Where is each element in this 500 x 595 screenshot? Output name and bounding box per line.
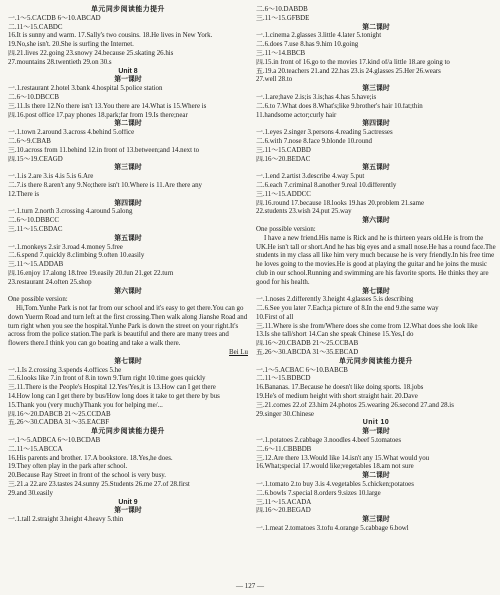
- section-heading: Unit 10: [362, 419, 390, 427]
- answer-line: 五.26～30.ABCDA 31～35.EBCAD: [256, 349, 359, 357]
- answer-line: 二.6.See you later 7.Each;a picture of 8.In the end 9.the same way: [256, 305, 439, 313]
- answer-line: 三.11～15.ADDAB: [8, 261, 64, 269]
- answer-line: 二.6～11.CBBBDB: [256, 445, 312, 453]
- section-heading: Unit 8: [118, 67, 138, 75]
- answer-line: 二.6～10.DBBCC: [8, 217, 59, 225]
- answer-line: 三.21.a 22.are 23.tastes 24.sunny 25.Students 26.me 27.of 28.first: [8, 481, 190, 489]
- answer-line: 二.6.each 7.criminal 8.another 9.real 10.differently: [256, 181, 397, 189]
- answer-line: 四.16.post office 17.pay phones 18.park;far from 19.Is there;near: [8, 111, 188, 119]
- answer-line: 一.1～5.ADBCA 6～10.BCDAB: [8, 437, 101, 445]
- section-heading: 单元同步阅读能力提升: [91, 428, 165, 436]
- answer-line: 一.1.monkeys 2.sir 3.road 4.money 5.free: [8, 243, 123, 251]
- answer-line: 14.How long can I get there by bus/How long does it take to get there by bus: [8, 393, 220, 401]
- sample-essay: I have a new friend.His name is Rick and he is thirteen years old.He is from the UK.He isn't tall or short.And he has big eyes and a small nose.He has a round face.The students in my class all like him very much because he is very friendly.In his free time he loves going to the movies.He is good at playing the guitar and he joins the music club in our school.Running and swimming are his favorite sports. He thinks they are good for his health.: [256, 234, 496, 286]
- left-column: [8, 6, 248, 525]
- answer-line: 一.1～5.CACDB 6～10.ABCAD: [8, 14, 101, 22]
- answer-line: 三.10.across from 11.behind 12.in front of 13.between;and 14.next to: [8, 146, 200, 154]
- section-heading: 第六课时: [362, 217, 390, 225]
- answer-line: 三.11～15.CBDAC: [8, 225, 63, 233]
- answer-line: 二.6.spend 7.quickly 8.climbing 9.often 10.easily: [8, 252, 145, 260]
- answer-line: 三.11.There is the People's Hospital 12.Yes/Yes,it is 13.How can I get there: [8, 384, 216, 392]
- answer-line: 五.26～30.CADBA 31～35.EACBF: [8, 419, 110, 427]
- answer-line: 二.11～15.ABCCA: [8, 445, 63, 453]
- section-heading: 第一课时: [114, 76, 142, 84]
- answer-line: 三.21.comes 22.of 23.him 24.photos 25.wearing 26.second 27.and 28.is: [256, 401, 454, 409]
- answer-line: 15.Thank you (very much)/Thank you for helping me/...: [8, 401, 163, 409]
- answer-line: 12.There is: [8, 190, 39, 198]
- section-heading: 第六课时: [114, 287, 142, 295]
- answer-line: 一.1.restaurant 2.hotel 3.bank 4.hospital 5.police station: [8, 85, 163, 93]
- answer-line: 四.15.in front of 16.go to the movies 17.kind of/a little 18.are going to: [256, 58, 450, 66]
- answer-line: 三.11～15.ADDCC: [256, 190, 311, 198]
- section-heading: 单元同步阅读能力提升: [339, 357, 413, 365]
- answer-line: 四.16.round 17.because 18.looks 19.has 20.problem 21.same: [256, 199, 425, 207]
- answer-line: 20.Because Ray Street in front of the school is very busy.: [8, 472, 167, 480]
- section-heading: 第四课时: [114, 199, 142, 207]
- answer-line: 16.Bananas. 17.Because he doesn't like doing sports. 18.jobs: [256, 384, 424, 392]
- answer-line: 二.6.does 7.use 8.has 9.him 10.going: [256, 41, 359, 49]
- answer-line: 19.They often play in the park after school.: [8, 463, 128, 471]
- section-heading: 第七课时: [362, 287, 390, 295]
- answer-line: 四.15～19.CEAGD: [8, 155, 63, 163]
- section-heading: 第五课时: [114, 234, 142, 242]
- essay-signature: Bei Lu: [229, 349, 248, 357]
- answer-line: 一.1.end 2.artist 3.describe 4.way 5.put: [256, 173, 365, 181]
- section-heading: 第五课时: [362, 164, 390, 172]
- answer-line: 三.11～14.BBCB: [256, 49, 306, 57]
- answer-line: 二.6～10.DABDB: [256, 6, 308, 13]
- sample-essay: Hi,Tom.Yunhe Park is not far from our school and it's easy to get there.You can go down Yuerm Road and turn left at the first crossing.Then walk along Jianshe Road and turn right when you see the hospital.Yunhe Park is down the street on your right.It's across from the police station.The park is beautiful and there are many trees and flowers there.I think you can go boating and take a walk there.: [8, 305, 248, 348]
- answer-line: 三.11～15.ACADA: [256, 498, 312, 506]
- answer-line: One possible version:: [8, 296, 68, 304]
- answer-line: 27.mountains 28.twentieth 29.on 30.s: [8, 58, 112, 66]
- answer-line: 三.12.Are there 13.Would like 14.isn't any 15.What would you: [256, 454, 430, 462]
- section-heading: 第三课时: [362, 516, 390, 524]
- answer-line: 五.19.a 20.teachers 21.and 22.has 23.is 24.glasses 25.Her 26.wears: [256, 67, 441, 75]
- section-heading: 第二课时: [362, 472, 390, 480]
- section-heading: 第三课时: [362, 85, 390, 93]
- answer-line: 四.16.enjoy 17.along 18.free 19.easily 20.fun 21.get 22.turn: [8, 269, 174, 277]
- answer-line: 23.restaurant 24.often 25.shop: [8, 278, 92, 286]
- answer-line: One possible version:: [256, 225, 316, 233]
- answer-line: 27.well 28.to: [256, 76, 293, 84]
- answer-line: 一.1.meat 2.tomatoes 3.tofu 4.orange 5.cabbage 6.bowl: [256, 525, 409, 533]
- section-heading: 第七课时: [114, 357, 142, 365]
- answer-line: 四.16～20.CBADB 21～25.CCBAB: [256, 340, 359, 348]
- section-heading: 第一课时: [114, 507, 142, 515]
- answer-line: 一.1.eyes 2.singer 3.persons 4.reading 5.actresses: [256, 129, 393, 137]
- answer-line: 29.and 30.easily: [8, 489, 53, 497]
- section-heading: 第四课时: [362, 120, 390, 128]
- answer-line: 一.1.tomato 2.to buy 3.is 4.vegetables 5.chicken;potatoes: [256, 481, 414, 489]
- answer-line: 四.16～20.DABCB 21～25.CCDAB: [8, 410, 111, 418]
- answer-line: 19.He's of medium height with short straight hair. 20.Dave: [256, 393, 418, 401]
- section-heading: 第三课时: [114, 164, 142, 172]
- answer-line: 二.6.with 7.nose 8.face 9.blonde 10.round: [256, 137, 372, 145]
- answer-line: 一.1.tall 2.straight 3.height 4.heavy 5.thin: [8, 516, 124, 524]
- answer-line: 二.11～15.CABDC: [8, 23, 63, 31]
- answer-line: 二.11～15.BDBCD: [256, 375, 311, 383]
- answer-line: 二.7.is there 8.aren't any 9.No;there isn't 10.Where is 11.Are there any: [8, 181, 202, 189]
- answer-line: 四.16～20.BEDAC: [256, 155, 311, 163]
- section-heading: Unit 9: [118, 498, 138, 506]
- answer-line: 16.What;special 17.would like;vegetables 18.am not sure: [256, 463, 414, 471]
- answer-line: 三.11.Is there 12.No there isn't 13.You there are 14.What is 15.Where is: [8, 102, 207, 110]
- answer-line: 二.6.to 7.What does 8.What's;like 9.brother's hair 10.fat;thin: [256, 102, 423, 110]
- answer-line: 二.6.bowls 7.special 8.orders 9.sizes 10.large: [256, 489, 381, 497]
- answer-line: 一.1.noses 2.differently 3.height 4.glasses 5.is describing: [256, 296, 414, 304]
- answer-line: 22.students 23.wish 24.put 25.way: [256, 208, 352, 216]
- section-heading: 第二课时: [114, 120, 142, 128]
- answer-line: 二.6～9.CBAB: [8, 137, 51, 145]
- answer-line: 二.6.looks like 7.in front of 8.in town 9.Turn right 10.time goes quickly: [8, 375, 206, 383]
- section-heading: 第一课时: [362, 428, 390, 436]
- answer-line: 16.It is sunny and warm. 17.Sally's two cousins. 18.He lives in New York.: [8, 32, 213, 40]
- answer-line: 13.Is she tall/short 14.Can she speak Chinese 15.Yes,I do: [256, 331, 414, 339]
- answer-line: 四.21.lives 22.going 23.snowy 24.because 25.skating 26.his: [8, 49, 174, 57]
- right-column: [256, 6, 496, 534]
- answer-line: 10.First of all: [256, 313, 294, 321]
- answer-line: 一.1～5.ACBAC 6～10.BABCB: [256, 366, 348, 374]
- answer-line: 三.11.Where is she from/Where does she come from 12.What does she look like: [256, 322, 478, 330]
- answer-line: 29.singer 30.Chinese: [256, 410, 314, 418]
- answer-line: 一.1.town 2.around 3.across 4.behind 5.office: [8, 129, 135, 137]
- answer-line: 一.1.are;have 2.is;is 3.is;has 4.has 5.have;is: [256, 93, 377, 101]
- answer-line: 16.His parents and brother. 17.A bookstore. 18.Yes,he does.: [8, 454, 173, 462]
- answer-line: 一.1.potatoes 2.cabbage 3.noodles 4.beef 5.tomatoes: [256, 437, 402, 445]
- answer-line: 11.handsome actor;curly hair: [256, 111, 337, 119]
- answer-line: 一.1.Is 2.crossing 3.spends 4.offices 5.he: [8, 366, 122, 374]
- answer-line: 一.1.is 2.are 3.is 4.is 5.is 6.Are: [8, 173, 94, 181]
- answer-line: 四.16～20.BEGAD: [256, 507, 311, 515]
- answer-line: 19.No,she isn't. 20.She is surfing the Internet.: [8, 41, 134, 49]
- section-heading: 单元同步阅读能力提升: [91, 6, 165, 13]
- answer-line: 一.1.turn 2.north 3.crossing 4.around 5.along: [8, 208, 133, 216]
- page-number: — 127 —: [236, 582, 264, 590]
- answer-line: 三.11～15.GFBDE: [256, 14, 310, 22]
- answer-line: 二.6～10.DBCCB: [8, 93, 59, 101]
- section-heading: 第二课时: [362, 23, 390, 31]
- answer-line: 三.11～15.CADBD: [256, 146, 311, 154]
- answer-line: 一.1.cinema 2.glasses 3.little 4.later 5.tonight: [256, 32, 382, 40]
